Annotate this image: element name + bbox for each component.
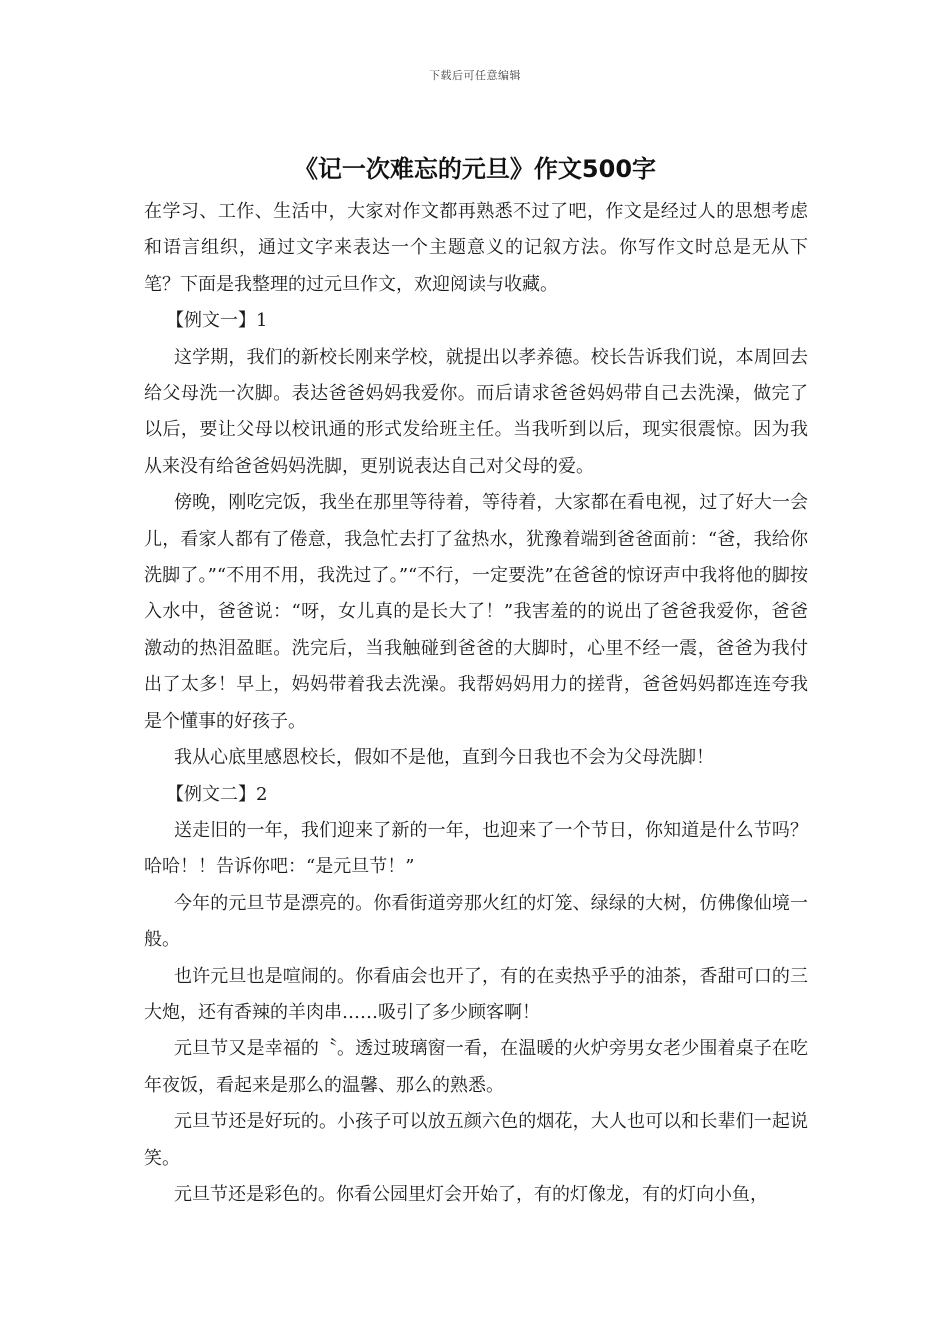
example-two-heading: 【例文二】2 xyxy=(166,783,268,805)
example-one-heading: 【例文一】1 xyxy=(166,310,268,332)
example-one-paragraph-2: 傍晚，刚吃完饭，我坐在那里等待着，等待着，大家都在看电视，过了好大一会儿，看家人都有了倦意，我急忙去打了盆热水，犹豫着端到爸爸面前：“爸，我给你洗脚了。”“不用不用，我洗过了。”“不行，一定要洗”在爸爸的惊讶声中我将他的脚按入水中，爸爸说：“呀，女儿真的是长大了！”我害羞的的说出了爸爸我爱你，爸爸激动的热泪盈眶。洗完后，当我触碰到爸爸的大脚时，心里不经一震，爸爸为我付出了太多！早上，妈妈带着我去洗澡。我帮妈妈用力的搓背，爸爸妈妈都连连夸我是个懂事的好孩子。 xyxy=(144,492,808,732)
example-two-paragraph-2: 今年的元旦节是漂亮的。你看街道旁那火红的灯笼、绿绿的大树，仿佛像仙境一般。 xyxy=(144,892,808,951)
header-note: 下载后可任意编辑 xyxy=(429,69,521,82)
document-title: 《记一次难忘的元旦》作文500字 xyxy=(293,155,657,183)
example-two-paragraph-3: 也许元旦也是喧闹的。你看庙会也开了，有的在卖热乎乎的油茶，香甜可口的三大炮，还有香辣的羊肉串……吸引了多少顾客啊！ xyxy=(144,965,808,1023)
example-two-paragraph-1: 送走旧的一年，我们迎来了新的一年，也迎来了一个节日，你知道是什么节吗？哈哈！！告诉你吧：“是元旦节！” xyxy=(144,819,808,878)
intro-paragraph: 在学习、工作、生活中，大家对作文都再熟悉不过了吧，作文是经过人的思想考虑和语言组织，通过文字来表达一个主题意义的记叙方法。你写作文时总是无从下笔？下面是我整理的过元旦作文，欢迎阅读与收藏。 xyxy=(144,201,808,295)
document-body xyxy=(144,194,808,1213)
example-two-paragraph-4: 元旦节又是幸福的〝。透过玻璃窗一看，在温暖的火炉旁男女老少围着桌子在吃年夜饭，看起来是那么的温馨、那么的熟悉。 xyxy=(144,1038,808,1096)
example-one-paragraph-3: 我从心底里感恩校长，假如不是他，直到今日我也不会为父母洗脚！ xyxy=(174,747,714,769)
example-one-paragraph-1: 这学期，我们的新校长刚来学校，就提出以孝养德。校长告诉我们说，本周回去给父母洗一次脚。表达爸爸妈妈我爱你。而后请求爸爸妈妈带自己去洗澡，做完了以后，要让父母以校讯通的形式发给班主任。当我听到以后，现实很震惊。因为我从来没有给爸爸妈妈洗脚，更别说表达自己对父母的爱。 xyxy=(144,346,808,477)
example-two-paragraph-5: 元旦节还是好玩的。小孩子可以放五颜六色的烟花，大人也可以和长辈们一起说笑。 xyxy=(144,1111,808,1169)
example-two-paragraph-6: 元旦节还是彩色的。你看公园里灯会开始了，有的灯像龙，有的灯向小鱼， xyxy=(174,1183,768,1205)
